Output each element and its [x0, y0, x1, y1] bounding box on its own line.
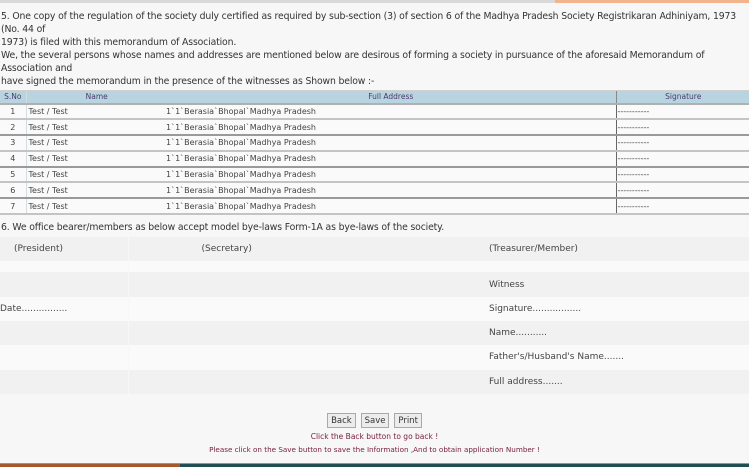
father-husband-name-label: Father's/Husband's Name....... — [468, 345, 749, 369]
table-row — [0, 167, 749, 183]
empty-cell — [128, 370, 468, 394]
cell-sno: 5 — [0, 167, 26, 183]
cell-address: 1`1`Berasia`Bhopal`Madhya Pradesh — [165, 167, 616, 183]
cell-signature: ----------- — [616, 198, 749, 214]
intro-line-3: We, the several persons whose names and addresses are mentioned below are desirous of forming a society in pursuance of the aforesaid Memorandum of Association and — [1, 50, 705, 74]
cell-address: 1`1`Berasia`Bhopal`Madhya Pradesh — [165, 135, 616, 151]
cell-sno: 2 — [0, 119, 26, 135]
cell-signature: ----------- — [616, 151, 749, 167]
empty-cell — [128, 297, 468, 321]
header-sno: S.No — [0, 91, 26, 104]
bearer-titles-row — [0, 237, 749, 261]
witness-full-address-label: Full address....... — [468, 370, 749, 394]
members-table-header — [0, 91, 749, 104]
intro-line-4: have signed the memorandum in the presence of the witnesses as Shown below :- — [1, 76, 375, 87]
empty-cell — [468, 261, 749, 272]
table-row — [0, 119, 749, 135]
save-button[interactable]: Save — [361, 413, 390, 428]
cell-sno: 6 — [0, 182, 26, 198]
table-row — [0, 104, 749, 120]
empty-cell — [0, 345, 128, 369]
back-note: Click the Back button to go back ! — [310, 432, 439, 441]
office-bearers-table — [0, 237, 749, 394]
treasurer-label: (Treasurer/Member) — [468, 237, 749, 261]
cell-address: 1`1`Berasia`Bhopal`Madhya Pradesh — [165, 119, 616, 135]
top-strip-accent — [555, 0, 749, 3]
empty-cell — [0, 272, 128, 296]
cell-signature: ----------- — [616, 167, 749, 183]
cell-name: Test / Test — [26, 167, 165, 183]
cell-sno: 3 — [0, 135, 26, 151]
cell-address: 1`1`Berasia`Bhopal`Madhya Pradesh — [165, 104, 616, 120]
president-label: (President) — [0, 237, 128, 261]
cell-sno: 4 — [0, 151, 26, 167]
cell-name: Test / Test — [26, 119, 165, 135]
cell-sno: 7 — [0, 198, 26, 214]
father-husband-row — [0, 345, 749, 369]
cell-name: Test / Test — [26, 182, 165, 198]
cell-name: Test / Test — [26, 104, 165, 120]
cell-name: Test / Test — [26, 198, 165, 214]
empty-cell — [128, 345, 468, 369]
cell-name: Test / Test — [26, 135, 165, 151]
section-6-text: 6. We office bearer/members as below accept model bye-laws Form-1A as bye-laws of the society. — [1, 222, 444, 234]
full-address-row — [0, 370, 749, 394]
date-label: Date................ — [0, 297, 128, 321]
intro-line-1: 5. One copy of the regulation of the society duly certified as required by sub-section (3) of section 6 of the Madhya Pradesh Society Registrikaran Adhiniyam, 1973 (No. 44 of — [1, 11, 737, 35]
cell-signature: ----------- — [616, 104, 749, 120]
witness-name-row — [0, 321, 749, 345]
spacer-row — [0, 261, 749, 272]
empty-cell — [128, 261, 468, 272]
memorandum-page — [0, 4, 749, 394]
cell-sno: 1 — [0, 104, 26, 120]
table-row — [0, 151, 749, 167]
cell-signature: ----------- — [616, 182, 749, 198]
cell-address: 1`1`Berasia`Bhopal`Madhya Pradesh — [165, 182, 616, 198]
empty-cell — [0, 370, 128, 394]
members-table — [0, 90, 749, 215]
empty-cell — [0, 321, 128, 345]
witness-name-label: Name........... — [468, 321, 749, 345]
cell-signature: ----------- — [616, 119, 749, 135]
top-strip — [0, 0, 749, 3]
back-button[interactable]: Back — [327, 413, 356, 428]
date-signature-row — [0, 297, 749, 321]
cell-address: 1`1`Berasia`Bhopal`Madhya Pradesh — [165, 198, 616, 214]
footer-bar — [0, 463, 749, 467]
cell-name: Test / Test — [26, 151, 165, 167]
witness-signature-label: Signature................. — [468, 297, 749, 321]
table-row — [0, 135, 749, 151]
empty-cell — [128, 321, 468, 345]
print-button[interactable]: Print — [394, 413, 422, 428]
table-row — [0, 182, 749, 198]
cell-signature: ----------- — [616, 135, 749, 151]
witness-row — [0, 272, 749, 296]
witness-label: Witness — [468, 272, 749, 296]
header-signature: Signature — [616, 91, 749, 104]
intro-line-2: 1973) is filed with this memorandum of Association. — [1, 37, 237, 48]
header-name: Name — [26, 91, 165, 104]
action-buttons — [0, 413, 749, 428]
table-row — [0, 198, 749, 214]
empty-cell — [128, 272, 468, 296]
header-address: Full Address — [165, 91, 616, 104]
secretary-label: (Secretary) — [128, 237, 468, 261]
empty-cell — [0, 261, 128, 272]
save-note: Please click on the Save button to save the Information ,And to obtain application Number ! — [209, 445, 540, 454]
cell-address: 1`1`Berasia`Bhopal`Madhya Pradesh — [165, 151, 616, 167]
